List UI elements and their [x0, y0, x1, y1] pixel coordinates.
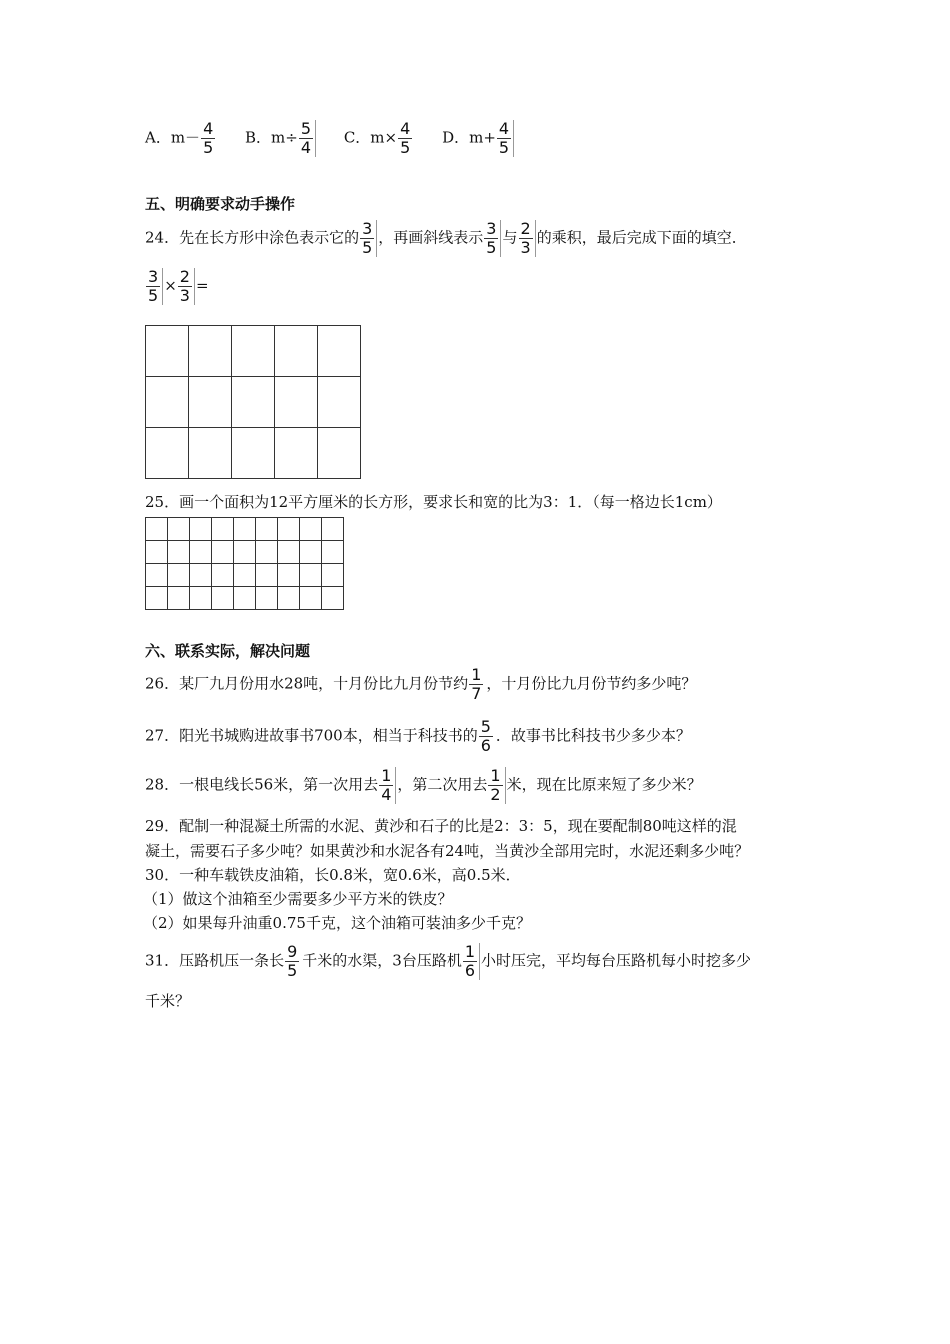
- fraction: [484, 220, 501, 257]
- q28-text-3: 米，现在比原来短了多少米？: [506, 775, 702, 794]
- denominator: 5: [362, 238, 373, 257]
- question-30-part-1: （1）做这个油箱至少需要多少平方米的铁皮？: [143, 890, 453, 908]
- denominator: 5: [498, 138, 510, 157]
- fraction: [178, 268, 195, 305]
- fraction: [519, 220, 536, 257]
- question-26: [145, 666, 696, 703]
- section-5-title: 五、明确要求动手操作: [145, 195, 296, 213]
- question-27: [145, 718, 691, 755]
- numerator: 2: [179, 267, 190, 286]
- numerator: 9: [287, 942, 298, 961]
- denominator: 6: [480, 736, 491, 755]
- fraction: [479, 718, 495, 755]
- option-c[interactable]: [344, 120, 415, 157]
- numerator: 3: [148, 267, 159, 286]
- option-label: B．m÷: [245, 128, 298, 147]
- option-label: C．m×: [343, 128, 398, 147]
- question-24: [145, 220, 747, 257]
- option-a[interactable]: [145, 120, 218, 157]
- q26-text-1: 26．某厂九月份用水28吨，十月份比九月份节约: [145, 674, 469, 693]
- q31-text-3: 小时压完，平均每台压路机每小时挖多少: [481, 951, 752, 970]
- q25-square-grid[interactable]: [145, 517, 344, 610]
- numerator: 4: [203, 119, 214, 138]
- fraction: [360, 220, 377, 257]
- question-25: 25．画一个面积为12平方厘米的长方形，要求长和宽的比为3：1．（每一格边长1cm）: [145, 493, 722, 511]
- q24-text-1: 24．先在长方形中涂色表示它的: [145, 228, 360, 247]
- times-sign: ×: [164, 276, 177, 295]
- q24-text-2: ，再画斜线表示: [378, 228, 484, 247]
- options-row: [145, 120, 537, 157]
- denominator: 3: [520, 238, 531, 257]
- fraction: [463, 943, 480, 980]
- denominator: 4: [300, 138, 312, 157]
- question-29-line-2: 凝土，需要石子多少吨？如果黄沙和水泥各有24吨，当黄沙全部用完时，水泥还剩多少吨？: [145, 842, 750, 860]
- q24-text-4: 的乘积，最后完成下面的填空．: [536, 228, 747, 247]
- fraction: [469, 666, 485, 703]
- numerator: 3: [362, 219, 373, 238]
- numerator: 3: [486, 219, 497, 238]
- numerator: 1: [471, 665, 482, 684]
- q31-text-2: 千米的水渠，3台压路机: [302, 951, 462, 970]
- fraction: [398, 120, 414, 157]
- question-31: [145, 943, 751, 980]
- question-31-line-2: 千米？: [145, 992, 191, 1010]
- fraction: [488, 767, 505, 804]
- question-29-line-1: 29．配制一种混凝土所需的水泥、黄沙和石子的比是2：3：5，现在要配制80吨这样的混: [145, 817, 737, 835]
- fraction: [379, 767, 396, 804]
- denominator: 5: [486, 238, 497, 257]
- denominator: 5: [203, 138, 214, 157]
- option-d[interactable]: [442, 120, 515, 157]
- denominator: 5: [287, 961, 298, 980]
- numerator: 1: [464, 942, 476, 961]
- q28-text-2: ，第二次用去: [397, 775, 488, 794]
- numerator: 2: [520, 219, 531, 238]
- fraction: [201, 120, 217, 157]
- q28-text-1: 28．一根电线长56米，第一次用去: [145, 775, 379, 794]
- fraction: [146, 268, 163, 305]
- fraction: [285, 943, 301, 980]
- denominator: 5: [400, 138, 411, 157]
- q26-text-2: ，十月份比九月份节约多少吨？: [486, 674, 697, 693]
- numerator: 1: [381, 766, 392, 785]
- denominator: 5: [148, 286, 159, 305]
- fraction: [299, 120, 316, 157]
- fraction: [497, 120, 514, 157]
- numerator: 4: [400, 119, 411, 138]
- equals-sign[interactable]: =: [195, 276, 209, 295]
- option-label: A．m－: [145, 128, 201, 147]
- numerator: 1: [490, 766, 501, 785]
- question-30-line-1: 30．一种车载铁皮油箱，长0.8米，宽0.6米，高0.5米．: [145, 866, 521, 884]
- q27-text-2: ．故事书比科技书少多少本？: [495, 726, 691, 745]
- denominator: 4: [381, 785, 392, 804]
- denominator: 6: [464, 961, 476, 980]
- numerator: 5: [480, 717, 491, 736]
- q24-expression: [145, 268, 209, 305]
- numerator: 4: [498, 119, 510, 138]
- question-30-part-2: （2）如果每升油重0.75千克，这个油箱可装油多少千克？: [143, 914, 531, 932]
- q27-text-1: 27．阳光书城购进故事书700本，相当于科技书的: [145, 726, 478, 745]
- q24-text-3: 与: [502, 228, 518, 247]
- question-28: [145, 767, 702, 804]
- option-b[interactable]: [245, 120, 317, 157]
- option-label: D．m+: [442, 128, 496, 147]
- numerator: 5: [300, 119, 312, 138]
- q31-text-1: 31．压路机压一条长: [145, 951, 285, 970]
- denominator: 3: [179, 286, 190, 305]
- denominator: 2: [490, 785, 501, 804]
- section-6-title: 六、联系实际，解决问题: [145, 642, 311, 660]
- q24-rectangle-grid[interactable]: [145, 325, 361, 479]
- denominator: 7: [471, 684, 482, 703]
